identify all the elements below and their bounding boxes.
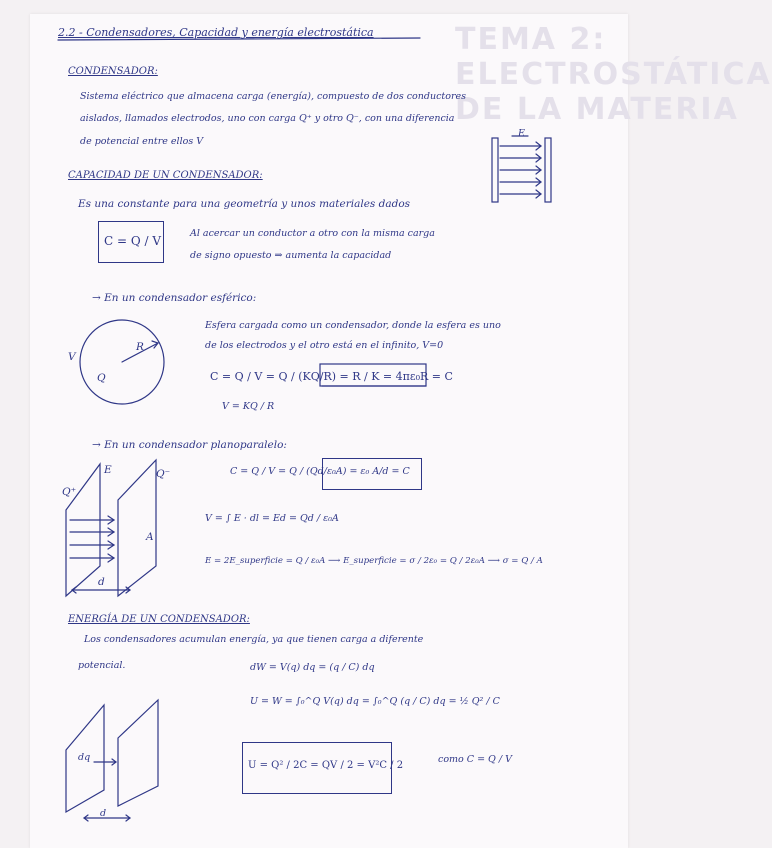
- condensador-line-1: Sistema eléctrico que almacena carga (energía), compuesto de dos conductores: [80, 91, 466, 102]
- plate-field-formula: E = 2E_superficie = Q / ε₀A ⟶ E_superficie = σ / 2ε₀ = Q / 2ε₀A ⟶ σ = Q / A: [205, 556, 543, 566]
- plate-capacity-formula: C = Q / V = Q / (Qd/ε₀A) = ε₀ A/d = C: [230, 466, 410, 477]
- energy-label-dq: dq: [78, 752, 91, 763]
- capacity-formula: C = Q / V: [104, 234, 162, 248]
- heading-energia: ENERGÍA DE UN CONDENSADOR:: [68, 614, 250, 625]
- sphere-label-v: V: [68, 351, 76, 363]
- heading-esferico: → En un condensador esférico:: [92, 292, 257, 304]
- sphere-potential: V = KQ / R: [222, 401, 275, 412]
- condensador-line-3: de potencial entre ellos V: [80, 136, 204, 147]
- plate-label-e: E: [104, 464, 112, 476]
- plate-potential-formula: V = ∫ E · dl = Ed = Qd / ε₀A: [205, 513, 339, 524]
- sphere-diagram: [80, 320, 164, 404]
- capacidad-note-2: de signo opuesto ⇒ aumenta la capacidad: [190, 250, 392, 261]
- esferico-line-2: de los electrodos y el otro está en el infinito, V=0: [205, 340, 444, 351]
- energia-line-1: Los condensadores acumulan energía, ya que tienen carga a diferente: [84, 634, 424, 645]
- sphere-label-q: Q: [97, 372, 106, 384]
- energy-final-formula: U = Q² / 2C = QV / 2 = V²C / 2: [248, 760, 404, 771]
- energia-line-2: potencial.: [78, 660, 126, 671]
- sphere-capacity-formula: C = Q / V = Q / (KQ/R) = R / K = 4πε₀R = C: [210, 370, 453, 383]
- plate-label-q-minus: Q⁻: [156, 468, 171, 480]
- plate-label-a: A: [146, 531, 154, 543]
- title-underline: [58, 38, 420, 40]
- page-title: 2.2 - Condensadores, Capacidad y energía electrostática: [58, 26, 374, 39]
- field-label-e: E: [518, 128, 525, 139]
- energy-como-note: como C = Q / V: [438, 754, 512, 765]
- sphere-label-r: R: [136, 341, 144, 353]
- heading-planoparalelo: → En un condensador planoparalelo:: [92, 439, 287, 451]
- background-heading: TEMA 2: ELECTROSTÁTICA DE LA MATERIA: [455, 22, 772, 127]
- capacidad-note-1: Al acercar un conductor a otro con la misma carga: [190, 228, 435, 239]
- energy-label-d: d: [100, 808, 107, 819]
- capacidad-intro: Es una constante para una geometría y unos materiales dados: [78, 198, 411, 210]
- condensador-line-2: aislados, llamados electrodos, uno con carga Q⁺ y otro Q⁻, con una diferencia: [80, 113, 455, 124]
- energy-dw-formula: dW = V(q) dq = (q / C) dq: [250, 662, 375, 673]
- energy-plates-diagram: [66, 700, 158, 821]
- plate-label-d: d: [98, 576, 105, 588]
- mini-capacitor-diagram: [492, 136, 551, 202]
- heading-capacidad: CAPACIDAD DE UN CONDENSADOR:: [68, 170, 263, 181]
- esferico-line-1: Esfera cargada como un condensador, donde la esfera es uno: [205, 320, 501, 331]
- energy-u-formula: U = W = ∫₀^Q V(q) dq = ∫₀^Q (q / C) dq = ½ Q² / C: [250, 696, 500, 707]
- heading-condensador: CONDENSADOR:: [68, 66, 158, 77]
- plate-capacitor-diagram: [66, 460, 156, 596]
- plate-label-q-plus: Q⁺: [62, 486, 77, 498]
